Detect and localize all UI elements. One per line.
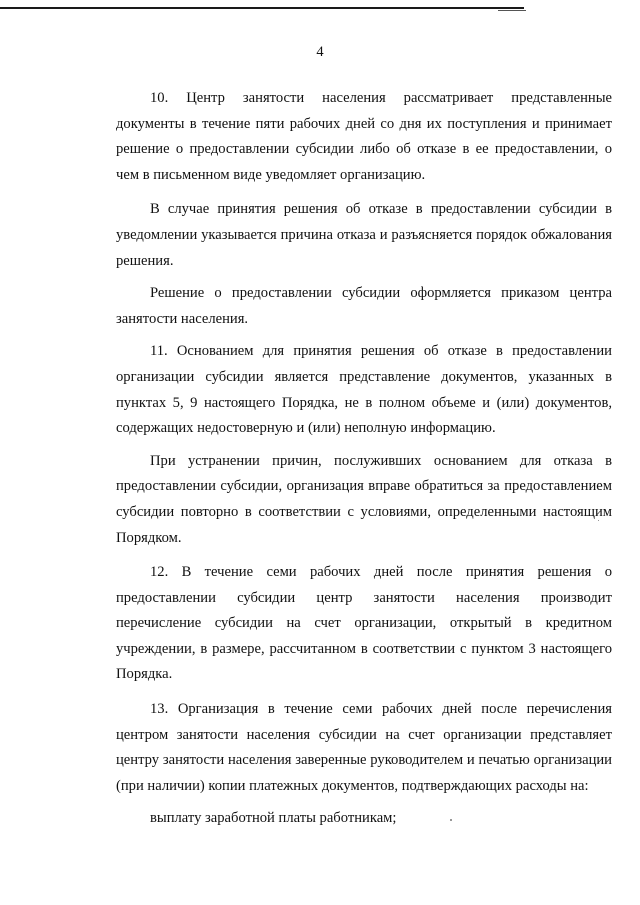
scan-speck (450, 819, 452, 821)
paragraph-13: 13. Организация в течение семи рабочих дней после перечисления центром занятости населения субсидии на счет организации представляет центру занятости населения заверенные руководителем и печатью организации (при наличии) копии платежных документов, подтверждающих расходы на: (116, 701, 612, 794)
paragraph-refusal-notice: В случае принятия решения об отказе в предоставлении субсидии в уведомлении указывается причина отказа и разъясняется порядок обжалования решения. (116, 201, 612, 269)
top-border-line (0, 7, 524, 9)
paragraph-11: 11. Основанием для принятия решения об отказе в предоставлении организации субсидии является представление документов, указанных в пунктах 5, 9 настоящего Порядка, не в полном объеме и (или) документов, содержащих недостоверную и (или) неполную информацию. (116, 343, 612, 437)
top-border-line-fragment (498, 10, 526, 11)
paragraph-12: 12. В течение семи рабочих дней после принятия решения о предоставлении субсидии центр занятости населения производит перечисление субсидии на счет организации, открытый в кредитном учреждении, в размере, рассчитанном в соответствии с пунктом 3 настоящего Порядка. (116, 564, 612, 683)
document-body (116, 86, 612, 832)
page-number: 4 (316, 44, 324, 60)
scan-speck (598, 520, 599, 521)
paragraph-decision-order: Решение о предоставлении субсидии оформляется приказом центра занятости населения. (116, 285, 612, 327)
paragraph-reapply: При устранении причин, послуживших основанием для отказа в предоставлении субсидии, организация вправе обратиться за предоставлением субсидии повторно в соответствии с условиями, определенными настоящим Порядком. (116, 452, 612, 546)
list-item-wages: выплату заработной платы работникам; (150, 810, 397, 827)
paragraph-10: 10. Центр занятости населения рассматривает представленные документы в течение пяти рабочих дней со дня их поступления и принимает решение о предоставлении субсидии либо об отказе в ее предоставлении, о чем в письменном виде уведомляет организацию. (116, 90, 612, 183)
